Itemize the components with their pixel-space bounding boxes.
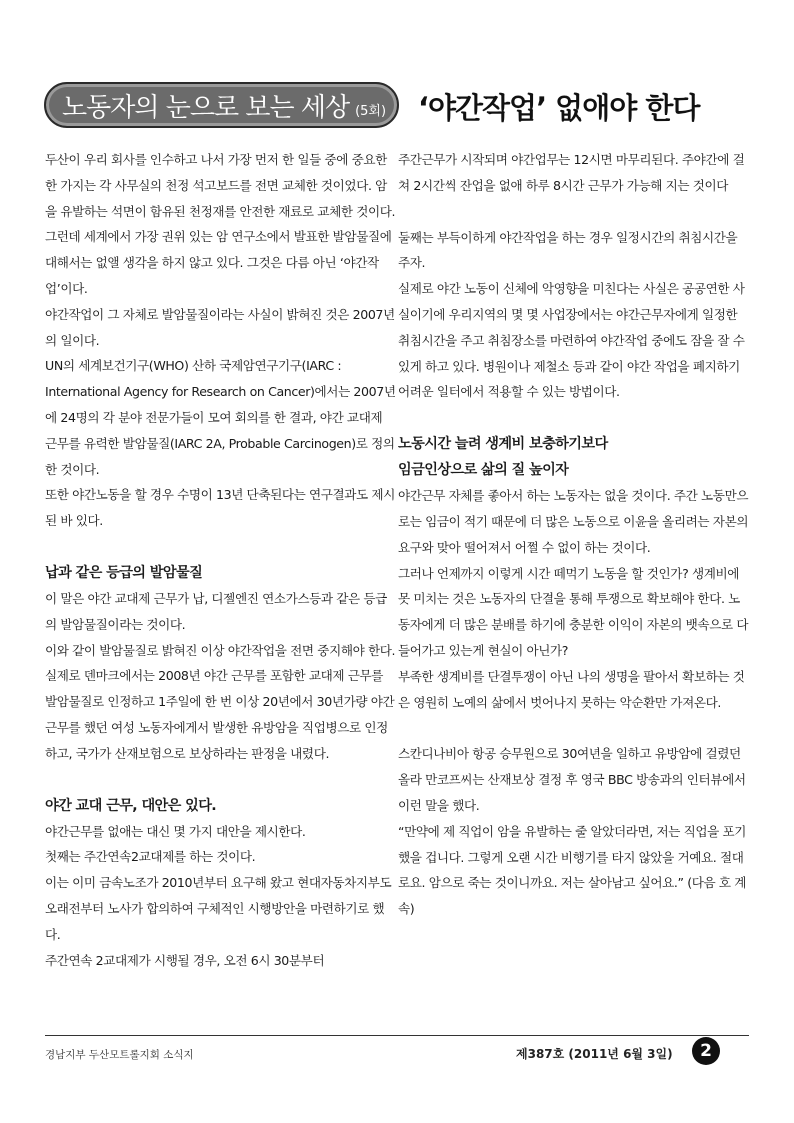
- series-title: 노동자의 눈으로 보는 세상: [62, 92, 350, 123]
- footer-divider: [45, 1035, 749, 1036]
- paragraph: UN의 세계보건기구(WHO) 산하 국제암연구기구(IARC : International Agency for Research on Cancer)에서는 2007년에 24명의 각 분야 전문가들이 모여 회의를 한 결과, 야간 교대제 근무를 유력한 발암물질(IARC 2A, Probable Carcinogen)로 정의한 것이다.: [45, 358, 396, 477]
- paragraph: 이와 같이 발암물질로 밝혀진 이상 야간작업을 전면 중지해야 한다.: [45, 642, 396, 658]
- paragraph: 실제로 야간 노동이 신체에 악영향을 미친다는 사실은 공공연한 사실이기에 우리지역의 몇 몇 사업장에서는 야간근무자에게 일정한 취침시간을 주고 취침장소를 마련하여 야간작업 중에도 잠을 잘 수 있게 하고 있다. 병원이나 제철소 등과 같이 야간 작업을 폐지하기 어려운 일터에서 적용할 수 있는 방법이다.: [398, 281, 745, 400]
- paragraph: 스칸디나비아 항공 승무원으로 30여년을 일하고 유방암에 걸렸던 올라 만코프씨는 산재보상 결정 후 영국 BBC 방송과의 인터뷰에서 이런 말을 했다.: [398, 746, 746, 813]
- section-heading: 야간 교대 근무, 대안은 있다.: [45, 797, 217, 814]
- section-heading: 임금인상으로 삶의 질 높이자: [398, 462, 569, 479]
- paragraph: 야간근무를 없애는 대신 몇 가지 대안을 제시한다.: [45, 823, 306, 839]
- paragraph: 이는 이미 금속노조가 2010년부터 요구해 왔고 현대자동차지부도 오래전부터 노사가 합의하여 구체적인 시행방안을 마련하기로 했다.: [45, 875, 392, 942]
- paragraph: 이 말은 야간 교대제 근무가 납, 디젤엔진 연소가스등과 같은 등급의 발암물질이라는 것이다.: [45, 590, 387, 632]
- issue-info: 제387호 (2011년 6월 3일): [516, 1047, 673, 1061]
- section-heading: 납과 같은 등급의 발암물질: [45, 564, 203, 581]
- paragraph: 야간근무 자체를 좋아서 하는 노동자는 없을 것이다. 주간 노동만으로는 임금이 적기 때문에 더 많은 노동으로 이윤을 올리려는 자본의 요구와 맞아 떨어져서 어쩔 수 없이 하는 것이다.: [398, 488, 749, 555]
- paragraph: 그러나 언제까지 이렇게 시간 떼먹기 노동을 할 것인가? 생계비에 못 미치는 것은 노동자의 단결을 통해 투쟁으로 확보해야 한다. 노동자에게 더 많은 분배를 하기에 충분한 이익이 자본의 뱃속으로 다 들어가고 있는게 현실이 아닌가?: [398, 565, 749, 658]
- paragraph: 주간연속 2교대제가 시행될 경우, 오전 6시 30분부터: [45, 952, 325, 968]
- paragraph: 둘째는 부득이하게 야간작업을 하는 경우 일정시간의 취침시간을 주자.: [398, 229, 738, 271]
- right-column: [398, 147, 750, 922]
- paragraph: 실제로 덴마크에서는 2008년 야간 근무를 포함한 교대제 근무를 발암물질로 인정하고 1주일에 한 번 이상 20년에서 30년가량 야간근무를 했던 여성 노동자에게서 발생한 유방암을 직업병으로 인정하고, 국가가 산재보험으로 보상하라는 판정을 내렸다.: [45, 668, 395, 761]
- paragraph: 야간작업이 그 자체로 발암물질이라는 사실이 밝혀진 것은 2007년의 일이다.: [45, 306, 395, 348]
- publisher-name: 경남지부 두산모트롤지회 소식지: [45, 1049, 194, 1061]
- paragraph: 그런데 세계에서 가장 권위 있는 암 연구소에서 발표한 발암물질에 대해서는 없앨 생각을 하지 않고 있다. 그것은 다름 아닌 ‘야간작업’이다.: [45, 229, 392, 296]
- series-banner: [44, 82, 399, 128]
- paragraph: 부족한 생계비를 단결투쟁이 아닌 나의 생명을 팔아서 확보하는 것은 영원히 노예의 삶에서 벗어나지 못하는 악순환만 가져온다.: [398, 668, 745, 710]
- paragraph: 또한 야간노동을 할 경우 수명이 13년 단축된다는 연구결과도 제시된 바 있다.: [45, 487, 395, 529]
- episode-number: (5회): [355, 103, 387, 119]
- paragraph: 주간근무가 시작되며 야간업무는 12시면 마무리된다. 주야간에 걸쳐 2시간씩 잔업을 없애 하루 8시간 근무가 가능해 지는 것이다: [398, 152, 745, 193]
- paragraph: 두산이 우리 회사를 인수하고 나서 가장 먼저 한 일들 중에 중요한 한 가지는 각 사무실의 천정 석고보드를 전면 교체한 것이었다. 암을 유발하는 석면이 함유된 천정재를 안전한 재료로 교체한 것이다.: [45, 152, 396, 219]
- section-heading: 노동시간 늘려 생계비 보충하기보다: [398, 436, 608, 453]
- quote-paragraph: “만약에 제 직업이 암을 유발하는 줄 알았더라면, 저는 직업을 포기했을 겁니다. 그렇게 오랜 시간 비행기를 타지 않았을 거예요. 절대로요. 암으로 죽는 것이니까요. 저는 살아남고 싶어요.” (다음 호 계속): [398, 823, 747, 917]
- left-column: [45, 147, 397, 973]
- paragraph: 첫째는 주간연속2교대제를 하는 것이다.: [45, 849, 256, 865]
- page-number-badge: 2: [692, 1037, 720, 1065]
- article-title: ‘야간작업’ 없애야 한다: [418, 91, 700, 125]
